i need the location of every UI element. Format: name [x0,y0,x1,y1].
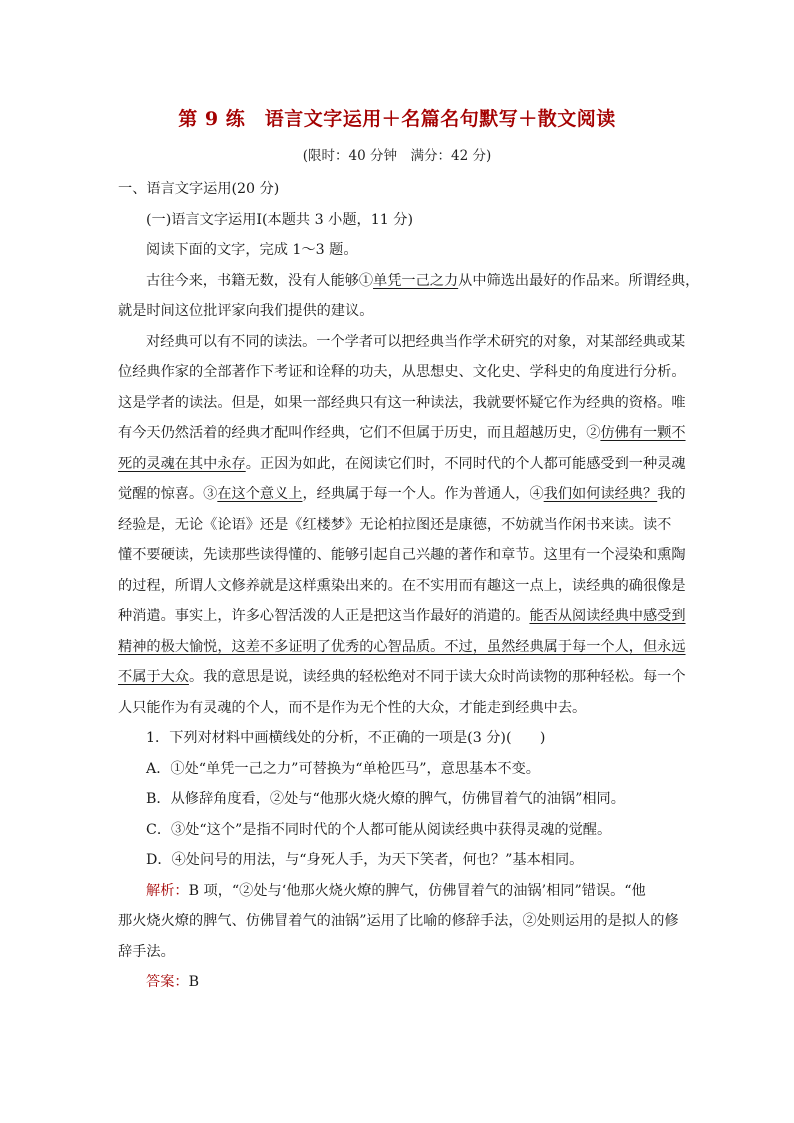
analysis-label: 解析： [146,882,189,899]
paragraph-line [118,266,700,297]
paragraph-line: 位经典作家的全部著作下考证和诠释的功夫，从思想史、文化史、学科史的角度进行分析。 [118,364,686,380]
text-span: 从中筛选出最好的作品来。所谓经典， [458,272,700,289]
reading-instruction: 阅读下面的文字，完成 1～3 题。 [146,242,358,258]
paragraph-line [118,449,686,480]
document-body [118,174,700,998]
underlined-text: 我们如何读经典？ [543,486,658,502]
paragraph-line: 的过程，所谓人文修养就是这样熏染出来的。在不实用而有趣这一点上，读经典的确很像是 [118,577,686,594]
passage-paragraph-1 [118,266,700,327]
answer-line [118,967,678,998]
option-d: D．④处问号的用法，与“身死人手，为天下笑者，何也？”基本相同。 [146,852,584,868]
paragraph-line: 这是学者的读法。但是，如果一部经典只有这一种读法，我就要怀疑它作为经典的资格。唯 [118,394,686,411]
text-span: B 项，“②处与‘他那火烧火燎的脾气，仿佛冒着气的油锅’相同”错误。“他 [188,882,646,899]
option-a: A．①处“单凭一己之力”可替换为“单枪匹马”，意思基本不变。 [146,760,540,777]
paragraph-line: 懂不要硬读，先读那些读得懂的、能够引起自己兴趣的著作和章节。这里有一个浸染和熏陶 [118,547,686,563]
analysis-line [118,876,678,907]
passage-paragraph-2 [118,327,686,724]
underlined-text: 单凭一己之力 [373,272,459,289]
analysis-line: 辞手法。 [118,943,175,960]
answer-value: B [188,974,200,990]
text-span: 古往今来，书籍无数，没有人能够① [146,272,374,289]
paragraph-line [118,601,686,632]
paragraph-line [118,479,686,510]
section-heading: 一、语言文字运用(20 分) [118,181,280,197]
paragraph-line: 人只能作为有灵魂的个人，而不是作为无个性的大众，才能走到经典中去。 [118,699,587,716]
text-span: 。正因为如此，在阅读它们时，不同时代的个人都可能感受到一种灵魂 [245,455,686,472]
underlined-text: 能否从阅读经典中感受到 [529,608,686,624]
paragraph-line: 对经典可以有不同的读法。一个学者可以把经典当作学术研究的对象，对某部经典或某 [146,333,686,350]
question-stem: 1．下列对材料中画横线处的分析，不正确的一项是(3 分)( ) [146,730,546,746]
text-span: 种消遣。事实上，许多心智活泼的人正是把这当作最好的消遣的。 [118,608,530,624]
underlined-text: 不属于大众 [118,669,189,685]
text-span: 。我的意思是说，读经典的轻松绝对不同于读大众时尚读物的那种轻松。每一个 [188,669,686,685]
paragraph-line [118,662,686,693]
page-title: 第 9 练 语言文字运用＋名篇名句默写＋散文阅读 [178,108,616,130]
underlined-text: 仿佛有一颗不 [600,425,686,441]
text-span: 有今天仍然活着的经典才配叫作经典，它们不但属于历史，而且超越历史，② [118,425,601,441]
answer-label: 答案： [146,974,189,990]
paragraph-line [118,418,686,449]
paragraph-line: 经验是，无论《论语》还是《红楼梦》无论柏拉图还是康德，不妨就当作闲书来读。读不 [118,516,672,533]
paragraph-line [118,632,686,663]
text-span: ，经典属于每一个人。作为普通人，④ [302,486,544,502]
option-c: C．③处“这个”是指不同时代的个人都可能从阅读经典中获得灵魂的觉醒。 [146,821,612,838]
underlined-text: 在这个意义上 [217,486,303,502]
subsection-heading: (一)语言文字运用Ⅰ(本题共 3 小题，11 分) [146,211,413,228]
analysis-line: 那火烧火燎的脾气、仿佛冒着气的油锅”运用了比喻的修辞手法，②处则运用的是拟人的修 [118,913,679,929]
underlined-text: 死的灵魂在其中永存 [118,455,246,472]
option-b: B．从修辞角度看，②处与“他那火烧火燎的脾气，仿佛冒着气的油锅”相同。 [146,791,625,807]
question-1 [118,723,678,876]
text-span: 觉醒的惊喜。③ [118,486,218,502]
page-subtitle: (限时：40 分钟 满分：42 分) [302,148,492,164]
analysis-block [118,876,678,968]
text-span: 我的 [657,486,686,502]
paragraph-line: 就是时间这位批评家向我们提供的建议。 [118,303,374,319]
underlined-text: 精神的极大愉悦，这差不多证明了优秀的心智品质。不过，虽然经典属于每一个人，但永远 [118,638,686,655]
